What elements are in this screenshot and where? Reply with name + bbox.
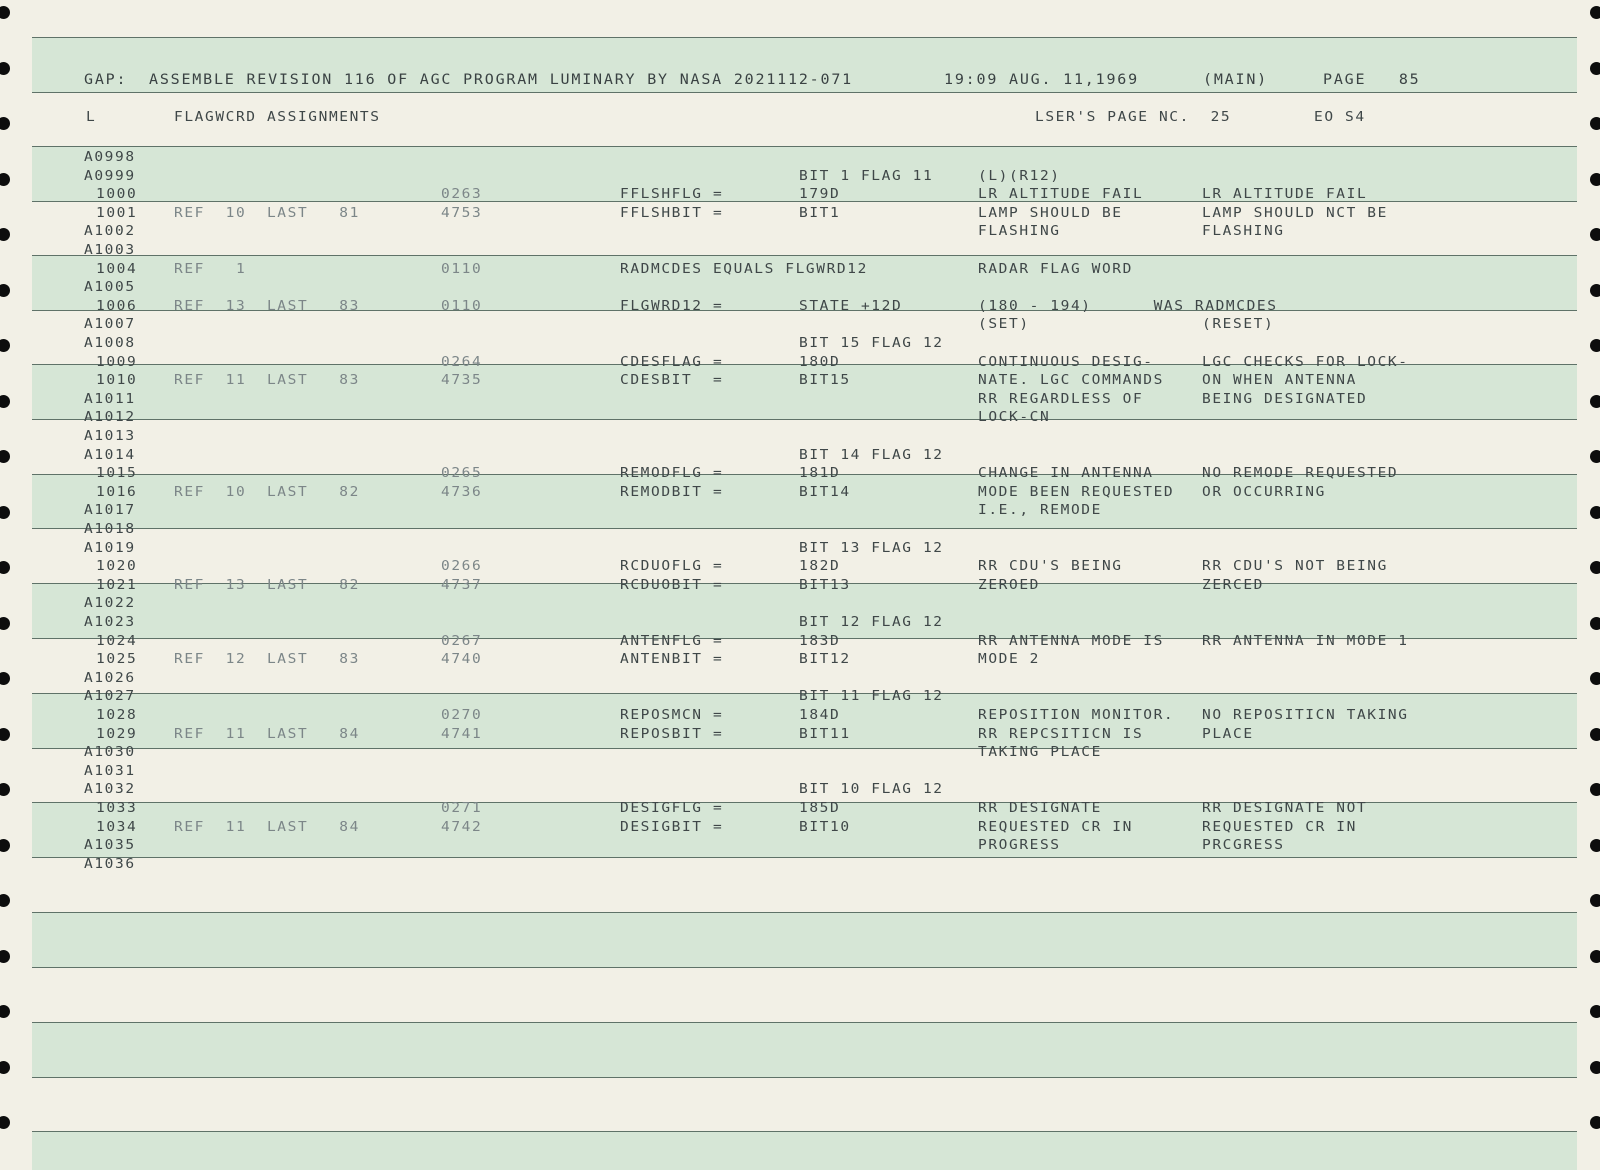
- comment-set: PROGRESS: [978, 838, 1061, 853]
- comment-reset: LGC CHECKS FOR LOCK-: [1202, 354, 1409, 370]
- line-number: A0999: [84, 168, 136, 184]
- operand: BIT14: [799, 484, 851, 500]
- operand: BIT 10 FLAG 12: [799, 782, 944, 798]
- comment-reset: LAMP SHOULD NCT BE: [1202, 205, 1388, 221]
- tractor-feed-hole: [1590, 339, 1600, 352]
- comment-reset: LR ALTITUDE FAIL: [1202, 187, 1368, 202]
- ref-info: REF 11 LAST 84: [174, 819, 360, 835]
- symbol-definition: ANTENBIT =: [620, 652, 724, 667]
- header-timestamp: 19:09 AUG. 11,1969: [944, 71, 1139, 88]
- operand: BIT12: [799, 652, 851, 667]
- comment-set: RR REGARDLESS OF: [978, 391, 1144, 407]
- tractor-feed-hole: [0, 1116, 10, 1129]
- tractor-feed-hole: [1590, 284, 1600, 297]
- tractor-feed-hole: [0, 617, 10, 630]
- line-number: A1013: [84, 429, 136, 444]
- tractor-feed-hole: [1590, 561, 1600, 574]
- log-code: L: [86, 110, 97, 125]
- line-number: A1007: [84, 317, 136, 333]
- symbol-definition: DESIGFLG =: [620, 801, 724, 816]
- address: 0265: [441, 466, 483, 481]
- line-number: 1010: [96, 373, 138, 388]
- bar-divider-rule: [32, 912, 1577, 913]
- address: 4753: [441, 205, 483, 221]
- greenbar-stripe: [32, 474, 1577, 529]
- operand: BIT10: [799, 819, 851, 835]
- operand: BIT1: [799, 205, 841, 221]
- comment-reset: ZERCED: [1202, 577, 1264, 593]
- line-number: A1011: [84, 391, 136, 407]
- tractor-feed-hole: [0, 561, 10, 574]
- line-number: A1008: [84, 336, 136, 351]
- operand: BIT15: [799, 373, 851, 388]
- line-number: 1006: [96, 298, 138, 314]
- ref-info: REF 10 LAST 82: [174, 484, 360, 500]
- tractor-feed-hole: [0, 62, 10, 75]
- line-number: 1004: [96, 261, 138, 277]
- tractor-feed-hole: [0, 284, 10, 297]
- tractor-feed-hole: [0, 339, 10, 352]
- symbol-definition: DESIGBIT =: [620, 819, 724, 835]
- bar-divider-rule: [32, 255, 1577, 256]
- operand: 185D: [799, 801, 841, 816]
- comment-set: MODE 2: [978, 652, 1040, 667]
- header-page-number: PAGE 85: [1323, 71, 1421, 88]
- symbol-definition: ANTENFLG =: [620, 633, 724, 649]
- comment-set: RR ANTENNA MODE IS: [978, 633, 1164, 649]
- bar-divider-rule: [32, 419, 1577, 420]
- ref-info: REF 11 LAST 84: [174, 726, 360, 742]
- header-section: (MAIN): [1203, 71, 1268, 88]
- operand: BIT 11 FLAG 12: [799, 689, 944, 705]
- line-number: A1017: [84, 503, 136, 519]
- comment-set: FLASHING: [978, 224, 1061, 240]
- comment-set: REQUESTED CR IN: [978, 819, 1133, 835]
- line-number: A1014: [84, 447, 136, 463]
- greenbar-stripe: [32, 1022, 1577, 1077]
- bar-divider-rule: [32, 1077, 1577, 1078]
- address: 4742: [441, 819, 483, 835]
- line-number: 1029: [96, 726, 138, 742]
- bar-divider-rule: [32, 857, 1577, 858]
- address: 4735: [441, 373, 483, 388]
- comment-set: LR ALTITUDE FAIL: [978, 187, 1144, 202]
- line-number: A1012: [84, 410, 136, 426]
- comment-reset: OR OCCURRING: [1202, 484, 1326, 500]
- address: 4740: [441, 652, 483, 667]
- line-number: A1003: [84, 243, 136, 258]
- tractor-feed-hole: [1590, 173, 1600, 186]
- line-number: 1021: [96, 577, 138, 593]
- tractor-feed-hole: [0, 1061, 10, 1074]
- tractor-feed-hole: [1590, 6, 1600, 19]
- address: 0267: [441, 633, 483, 649]
- operand: 182D: [799, 559, 841, 574]
- tractor-feed-hole: [1590, 950, 1600, 963]
- tractor-feed-hole: [0, 1005, 10, 1018]
- tractor-feed-hole: [0, 450, 10, 463]
- ref-info: REF 12 LAST 83: [174, 652, 360, 667]
- ref-info: REF 13 LAST 83: [174, 298, 360, 314]
- comment-reset: NO REPOSITICN TAKING: [1202, 708, 1409, 723]
- tractor-feed-hole: [0, 173, 10, 186]
- listing-code: EO S4: [1314, 110, 1366, 125]
- operand: STATE +12D: [799, 298, 903, 314]
- line-number: A1019: [84, 540, 136, 556]
- address: 0270: [441, 708, 483, 723]
- symbol-definition: FLGWRD12 =: [620, 298, 724, 314]
- tractor-feed-hole: [1590, 672, 1600, 685]
- operand: 180D: [799, 354, 841, 370]
- address: 0110: [441, 298, 483, 314]
- line-number: A1018: [84, 522, 136, 537]
- tractor-feed-hole: [1590, 506, 1600, 519]
- comment-reset: REQUESTED CR IN: [1202, 819, 1357, 835]
- address: 4741: [441, 726, 483, 742]
- ref-info: REF 1: [174, 261, 247, 277]
- line-number: A1022: [84, 596, 136, 612]
- tractor-feed-hole: [1590, 1116, 1600, 1129]
- operand: BIT 12 FLAG 12: [799, 615, 944, 630]
- bar-divider-rule: [32, 1131, 1577, 1132]
- tractor-feed-hole: [1590, 1005, 1600, 1018]
- bar-divider-rule: [32, 1022, 1577, 1023]
- tractor-feed-hole: [0, 117, 10, 130]
- ref-info: REF 10 LAST 81: [174, 205, 360, 221]
- tractor-feed-hole: [1590, 617, 1600, 630]
- operand: 179D: [799, 187, 841, 202]
- line-number: 1015: [96, 466, 138, 481]
- line-number: 1034: [96, 819, 138, 835]
- tractor-feed-hole: [0, 728, 10, 741]
- comment-set: RR CDU'S BEING: [978, 559, 1123, 574]
- line-number: 1033: [96, 801, 138, 816]
- tractor-feed-hole: [0, 395, 10, 408]
- tractor-feed-hole: [0, 839, 10, 852]
- tractor-feed-hole: [0, 783, 10, 796]
- comment-set: CHANGE IN ANTENNA: [978, 466, 1154, 481]
- symbol-definition: CDESBIT =: [620, 373, 724, 388]
- tractor-feed-hole: [1590, 1061, 1600, 1074]
- bar-divider-rule: [32, 967, 1577, 968]
- comment-reset: RR CDU'S NOT BEING: [1202, 559, 1388, 574]
- operand: 184D: [799, 708, 841, 723]
- tractor-feed-hole: [0, 672, 10, 685]
- line-number: 1020: [96, 559, 138, 574]
- operand: BIT 14 FLAG 12: [799, 447, 944, 463]
- users-page-number: LSER'S PAGE NC. 25: [1035, 110, 1232, 125]
- comment-set: TAKING PLACE: [978, 745, 1102, 760]
- tractor-feed-hole: [1590, 728, 1600, 741]
- address: 0263: [441, 187, 483, 202]
- comment-set: MODE BEEN REQUESTED: [978, 484, 1175, 500]
- line-number: 1024: [96, 633, 138, 649]
- address: 0271: [441, 801, 483, 816]
- section-title: FLAGWCRD ASSIGNMENTS: [174, 110, 381, 125]
- tractor-feed-hole: [1590, 783, 1600, 796]
- tractor-feed-hole: [0, 6, 10, 19]
- operand: BIT 13 FLAG 12: [799, 540, 944, 556]
- bar-divider-rule: [32, 37, 1577, 38]
- line-number: A1023: [84, 615, 136, 630]
- tractor-feed-hole: [1590, 117, 1600, 130]
- comment-set: RADAR FLAG WORD: [978, 261, 1133, 277]
- comment-set: CONTINUOUS DESIG-: [978, 354, 1154, 370]
- symbol-definition: FFLSHFLG =: [620, 187, 724, 202]
- operand: BIT11: [799, 726, 851, 742]
- line-number: A1035: [84, 838, 136, 853]
- comment-reset: PLACE: [1202, 726, 1254, 742]
- symbol-definition: REMODBIT =: [620, 484, 724, 500]
- operand: 181D: [799, 466, 841, 481]
- comment-reset: PRCGRESS: [1202, 838, 1285, 853]
- comment-set: RR REPCSITICN IS: [978, 726, 1144, 742]
- line-number: 1000: [96, 187, 138, 202]
- symbol-definition: REMODFLG =: [620, 466, 724, 481]
- line-number: 1009: [96, 354, 138, 370]
- symbol-definition: RCDUOFLG =: [620, 559, 724, 574]
- address: 0266: [441, 559, 483, 574]
- address: 0110: [441, 261, 483, 277]
- comment-reset: RR DESIGNATE NOT: [1202, 801, 1368, 816]
- comment-set: I.E., REMODE: [978, 503, 1102, 519]
- operand: BIT13: [799, 577, 851, 593]
- symbol-definition: CDESFLAG =: [620, 354, 724, 370]
- line-number: A1030: [84, 745, 136, 760]
- tractor-feed-hole: [1590, 839, 1600, 852]
- line-number: A1002: [84, 224, 136, 240]
- comment-set: NATE. LGC COMMANDS: [978, 373, 1164, 388]
- tractor-feed-hole: [0, 228, 10, 241]
- line-number: 1028: [96, 708, 138, 723]
- comment-reset: BEING DESIGNATED: [1202, 391, 1368, 407]
- operand: 183D: [799, 633, 841, 649]
- comment-set: (L)(R12): [978, 168, 1061, 184]
- tractor-feed-hole: [1590, 894, 1600, 907]
- line-number: A1036: [84, 856, 136, 872]
- line-number: 1025: [96, 652, 138, 667]
- symbol-definition: REPOSBIT =: [620, 726, 724, 742]
- tractor-feed-hole: [1590, 62, 1600, 75]
- line-number: A1005: [84, 280, 136, 295]
- bar-divider-rule: [32, 92, 1577, 93]
- tractor-feed-hole: [0, 950, 10, 963]
- line-number: A1027: [84, 689, 136, 705]
- address: 4736: [441, 484, 483, 500]
- tractor-feed-hole: [0, 506, 10, 519]
- operand: BIT 15 FLAG 12: [799, 336, 944, 351]
- symbol-definition: RCDUOBIT =: [620, 577, 724, 593]
- greenbar-stripe: [32, 1131, 1577, 1170]
- comment-set: REPOSITION MONITOR.: [978, 708, 1175, 723]
- header-program: GAP: ASSEMBLE REVISION 116 OF AGC PROGRAM LUMINARY BY NASA 2021112-071: [84, 71, 853, 88]
- address: 4737: [441, 577, 483, 593]
- bar-divider-rule: [32, 528, 1577, 529]
- comment-set: LAMP SHOULD BE: [978, 205, 1123, 221]
- comment-reset: RR ANTENNA IN MODE 1: [1202, 633, 1409, 649]
- symbol-definition: REPOSMCN =: [620, 708, 724, 723]
- address: 0264: [441, 354, 483, 370]
- comment-reset: FLASHING: [1202, 224, 1285, 240]
- tractor-feed-hole: [0, 894, 10, 907]
- comment-reset: (RESET): [1202, 317, 1275, 333]
- comment-set: (180 - 194) WAS RADMCDES: [978, 298, 1278, 314]
- symbol-definition: RADMCDES EQUALS FLGWRD12: [620, 261, 868, 277]
- tractor-feed-hole: [1590, 450, 1600, 463]
- greenbar-stripe: [32, 912, 1577, 967]
- operand: BIT 1 FLAG 11: [799, 168, 934, 184]
- tractor-feed-hole: [1590, 395, 1600, 408]
- comment-set: RR DESIGNATE: [978, 801, 1102, 816]
- bar-divider-rule: [32, 146, 1577, 147]
- line-number: 1016: [96, 484, 138, 500]
- comment-set: ZEROED: [978, 577, 1040, 593]
- symbol-definition: FFLSHBIT =: [620, 205, 724, 221]
- line-number: A1032: [84, 782, 136, 798]
- ref-info: REF 11 LAST 83: [174, 373, 360, 388]
- ref-info: REF 13 LAST 82: [174, 577, 360, 593]
- bar-divider-rule: [32, 748, 1577, 749]
- line-number: A1026: [84, 670, 136, 686]
- line-number: A1031: [84, 763, 136, 779]
- comment-set: (SET): [978, 317, 1030, 333]
- comment-reset: NO REMODE REQUESTED: [1202, 466, 1399, 481]
- comment-reset: ON WHEN ANTENNA: [1202, 373, 1357, 388]
- comment-set: LOCK-CN: [978, 410, 1051, 426]
- tractor-feed-hole: [1590, 228, 1600, 241]
- line-number: A0998: [84, 150, 136, 165]
- line-number: 1001: [96, 205, 138, 221]
